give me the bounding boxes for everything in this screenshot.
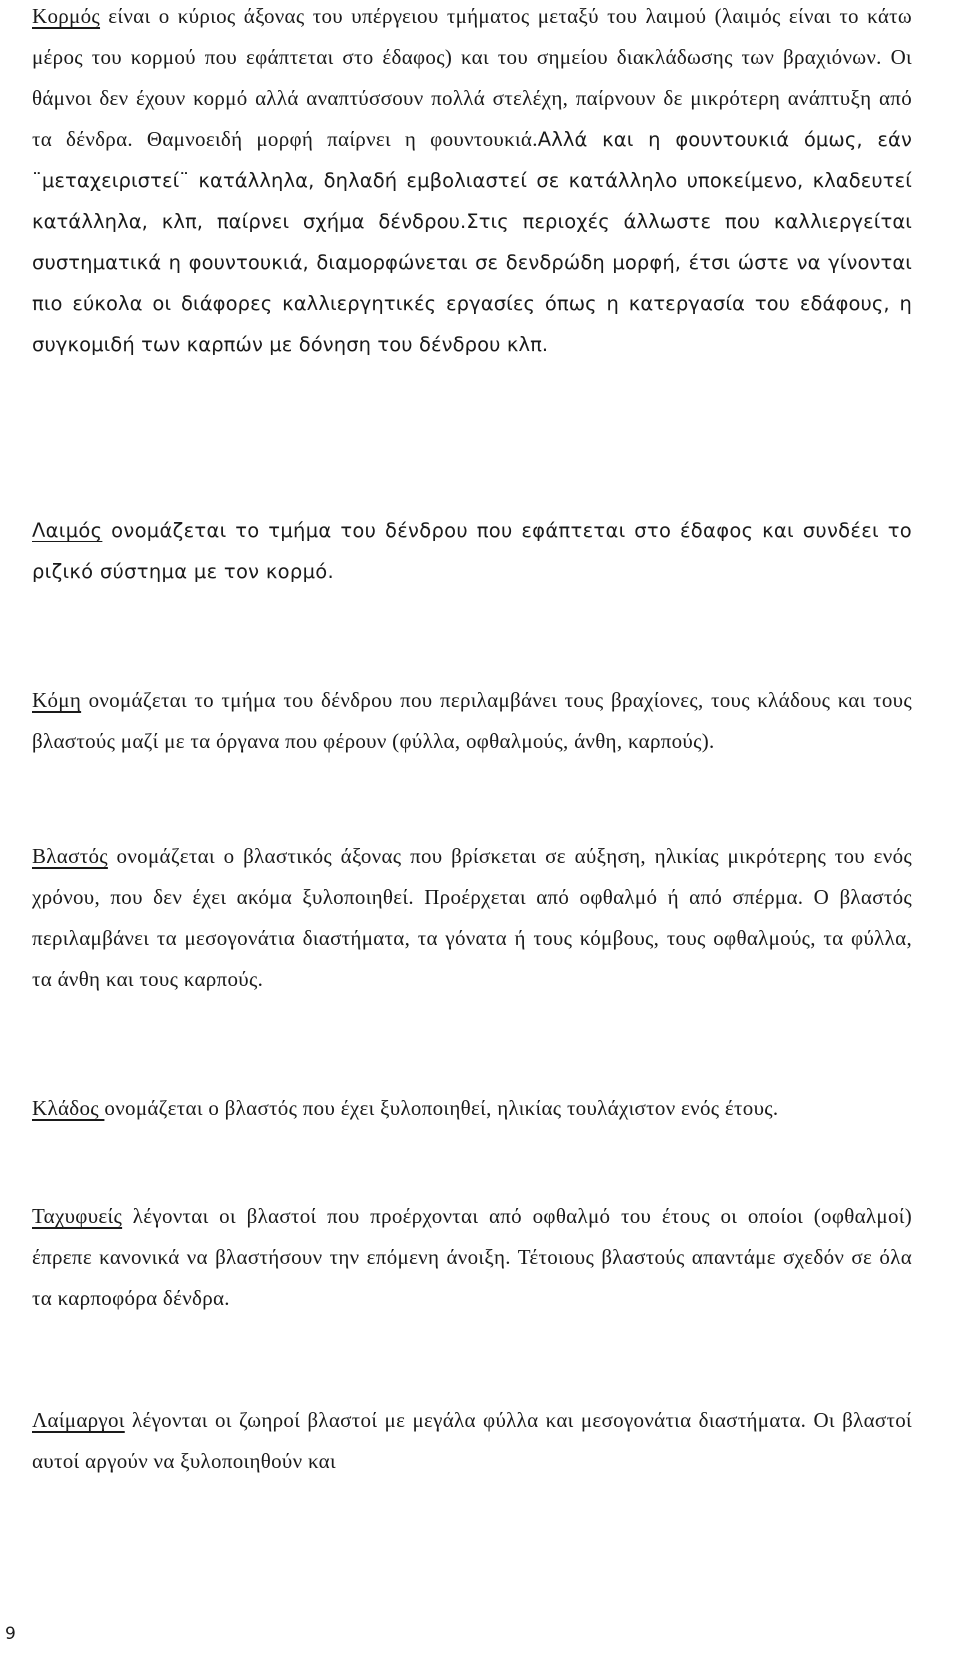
paragraph-laimargoi bbox=[32, 1400, 912, 1482]
term-kormos: Κορμός bbox=[32, 4, 101, 28]
paragraph-komi bbox=[32, 680, 912, 762]
definition-kormos: είναι ο κύριος άξονας του υπέργειου τμήματος μεταξύ του λαιμού (λαιμός είναι το κάτω μέρος του κορμού που εφάπτεται στο έδαφος) και του σημείου διακλάδωσης των βραχιόνων. Οι θάμνοι δεν έχουν κορμό αλλά αναπτύσσουν πολλά στελέχη, παίρνουν δε μικρότερη ανάπτυξη από τα δένδρα. Θαμνοειδή μορφή παίρνει η φουντουκιά. bbox=[32, 4, 912, 151]
paragraph-klados bbox=[32, 1088, 912, 1129]
paragraph-kormos bbox=[32, 0, 912, 365]
term-taxyfyeis: Ταχυφυείς bbox=[32, 1204, 123, 1228]
paragraph-laimos bbox=[32, 510, 912, 592]
paragraph-taxyfyeis bbox=[32, 1196, 912, 1319]
definition-vlastos: ονομάζεται ο βλαστικός άξονας που βρίσκεται σε αύξηση, ηλικίας μικρότερης του ενός χρόνου, που δεν έχει ακόμα ξυλοποιηθεί. Προέρχεται από οφθαλμό ή από σπέρμα. Ο βλαστός περιλαμβάνει τα μεσογονάτια διαστήματα, τα γόνατα ή τους κόμβους, τους οφθαλμούς, τα φύλλα, τα άνθη και τους καρπούς. bbox=[32, 844, 912, 991]
definition-kormos-part3: Στις περιοχές άλλωστε που καλλιεργείται συστηματικά η φουντουκιά, διαμορφώνεται σε δενδρώδη μορφή, έτσι ώστε να γίνονται πιο εύκολα οι διάφορες καλλιεργητικές εργασίες όπως η κατεργασία του εδάφους, η συγκομιδή των καρπών με δόνηση του δένδρου κλπ. bbox=[32, 210, 912, 356]
definition-komi: ονομάζεται το τμήμα του δένδρου που περιλαμβάνει τους βραχίονες, τους κλάδους και τους βλαστούς μαζί με τα όργανα που φέρουν (φύλλα, οφθαλμούς, άνθη, καρπούς). bbox=[32, 688, 912, 753]
definition-laimargoi: λέγονται οι ζωηροί βλαστοί με μεγάλα φύλλα και μεσογονάτια διαστήματα. Οι βλαστοί αυτοί αργούν να ξυλοποιηθούν και bbox=[32, 1408, 912, 1473]
term-laimargoi: Λαίμαργοι bbox=[32, 1408, 125, 1432]
page-number: 9 bbox=[5, 1624, 16, 1644]
term-komi: Κόμη bbox=[32, 688, 82, 712]
definition-laimos: ονομάζεται το τμήμα του δένδρου που εφάπτεται στο έδαφος και συνδέει το ριζικό σύστημα με τον κορμό. bbox=[32, 519, 912, 583]
definition-kormos-part2: Αλλά και η φουντουκιά όμως, εάν ¨μεταχειριστεί¨ κατάλληλα, δηλαδή εμβολιαστεί σε κατάλληλο υποκείμενο, κλαδευτεί κατάλληλα, κλπ, παίρνει σχήμα δένδρου. bbox=[32, 128, 913, 233]
definition-klados: ονομάζεται ο βλαστός που έχει ξυλοποιηθεί, ηλικίας τουλάχιστον ενός έτους. bbox=[104, 1096, 779, 1120]
term-laimos: Λαιμός bbox=[32, 519, 103, 542]
definition-taxyfyeis: λέγονται οι βλαστοί που προέρχονται από οφθαλμό του έτους οι οποίοι (οφθαλμοί) έπρεπε κανονικά να βλαστήσουν την επόμενη άνοιξη. Τέτοιους βλαστούς απαντάμε σχεδόν σε όλα τα καρποφόρα δένδρα. bbox=[32, 1204, 912, 1310]
term-klados: Κλάδος bbox=[32, 1096, 105, 1120]
term-vlastos: Βλαστός bbox=[32, 844, 108, 868]
paragraph-vlastos bbox=[32, 836, 912, 1000]
